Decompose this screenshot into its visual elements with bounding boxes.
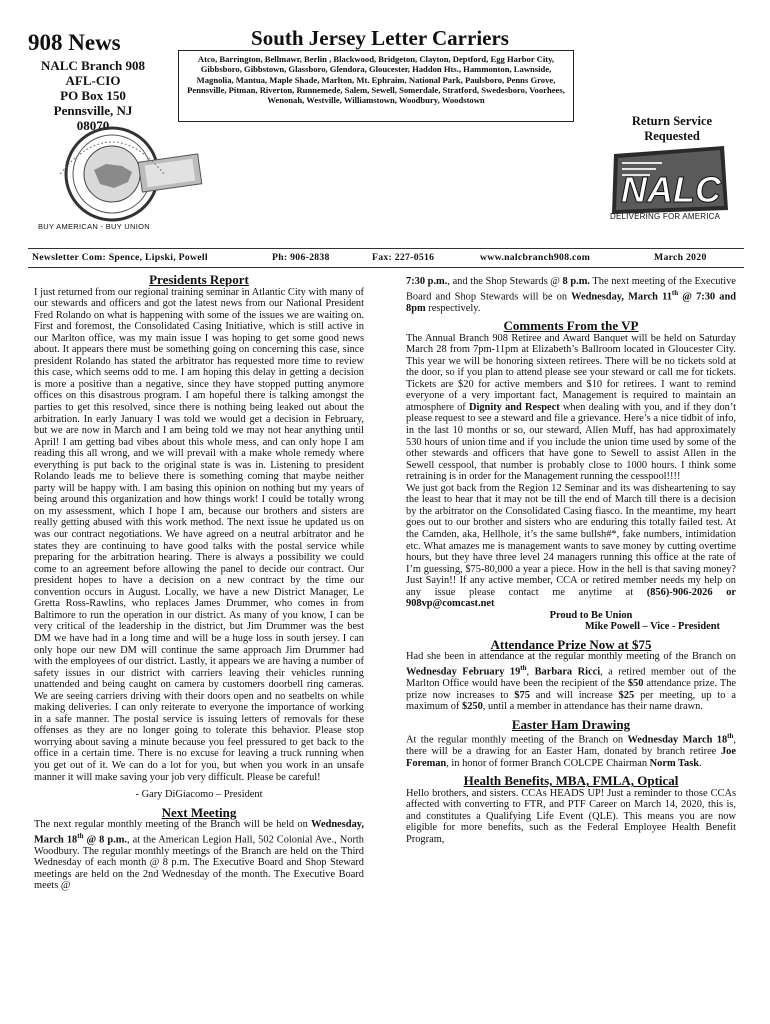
next-meeting-continued: [406, 276, 736, 314]
newsletter-committee: Newsletter Com: Spence, Lipski, Powell: [32, 252, 208, 263]
ham-donor: Joe Foreman: [406, 746, 736, 769]
prize-text-2: , a retired member out of the Marlton Office would have been the recipient of the: [406, 666, 736, 689]
next-board-date: Wednesday, March 11: [571, 291, 672, 303]
right-column: [406, 274, 736, 846]
exec-board-time: 7:30 p.m.: [406, 276, 448, 287]
meeting-time: @ 8 p.m.: [83, 834, 127, 846]
easter-ham-heading: Easter Ham Drawing: [511, 716, 631, 732]
phone-number: Ph: 906-2838: [272, 252, 330, 263]
prize-date-suffix: th: [520, 663, 527, 672]
prize-increment: $25: [618, 689, 635, 701]
prize-text: Had she been in attendance at the regular monthly meeting of the Branch on: [406, 651, 736, 663]
branch-line: NALC Branch 908: [40, 58, 145, 73]
ham-date: Wednesday March 18: [627, 734, 728, 746]
presidents-report-body: I just returned from our regional training seminar in Atlantic City with many of our stewards and officers and got the latest news from our National President Fred Rolando on what is happening with some of the issues we are waiting on. First and foremost, the Consolidated Casing Initiative, which is still active in our Marlton office, was my main issue I was hoping to get some good news about. It appears there must be something going on concerning this case, since president Rolando has stated the arbitrator has requested more time to review this case, which seems odd to me. I am hoping this delay in getting a decision is more a positive than a negative, since they have stopped putting anymore offices on this disastrous program. I am hopeful there is talking amongst the parties to get this resolved, since there is nothing being leaked out about the arbitration. In early January I was told we would get a decision in February, but we are now in March and I am being told we may not hear anything until April! I am getting bad vibes about this whole mess, and can only hope I am reading this all wrong, and we will prevail with a make whole remedy where everything is put back to the original state is was in. Listening to president Rolando leads me to believe there is something coming that maybe neither party will be happy with. I am basing this opinion on nothing but my years of being around this organization and how things work! I could be totally wrong on my assessment, which I hope I am, because our brothers and sisters are really getting abused with this work method. The next issue he updated us on was our contract negotiations. We have agreed on a neutral arbitrator and he states they are continuing to have good talks with the postal service while preparing for the arbitration hearing. There is always a possibility we could come to an agreement before allowing the panel to decide our contract. Our president hopes to have a decision on a new contract by the time our convention occurs in August. Locally, we have a new District Manager, Le Gretta Ross-Rawlins, who replaces James Drummer, who comes in from Baltimore to run the operation in our district. As many of you know, I can be very critical of the leadership in the district, but Jim Drummer was the best DM we have had in a long time and will be a huge loss in south jersey. I can only hope our new DM will continue the same approach Jim Drummer had with the employees of our district. Lastly, it appears we are having a number of safety issues in our district with carriers leaving their vehicles running unattended and being caught on camera by customers doorbell ring cameras. We are seeing carriers driving with their doors open and no seatbelts on while making deliveries. I can only reiterate to everyone the importance of working in a safe manner. The postal service is issuing letters of removals for these offenses as they are no longer going to tolerate this behavior. Please stop worrying about saving a minute because you feel pressured to get back to the office in a certain time. There is no excuse for leaving a truck running when you get out of it. We can do a lot for you, but when you work in an unsafe manner it will make saving your job very difficult. Please be careful!: [34, 286, 364, 783]
fax-number: Fax: 227-0516: [372, 252, 435, 263]
newsletter-title: 908 News: [28, 30, 121, 55]
prize-max: $250: [462, 701, 483, 713]
meeting-text-cont3: The next meeting of the Executive Board and Shop Stewards will be on: [406, 276, 736, 303]
comments-vp-heading: Comments From the VP: [503, 318, 639, 334]
stewards-time: 8 p.m.: [562, 276, 590, 287]
health-benefits-body: Hello brothers, and sisters. CCAs HEADS UP! Just a reminder to those CCAs affected with converting to FTR, and PTF Career on March 14, 2020, this is, and constitutes a Qualifying Life Event (QLE). This means you are now eligible for more benefits, such as the Federal Employee Health Benefit Program,: [406, 787, 736, 846]
return-service-line: Return Service: [631, 114, 713, 128]
meeting-text-cont2: , and the Shop Stewards @: [447, 276, 563, 287]
vp-text-cont: when dealing with you, and if they don’t please request to see a steward and file a grievance. Here’s a nice tidbit of info, in the last 10 months or so, our steward, Allen Muff, has had approximately 530 hours of union time and if you include the union time used by some of the other stewards and officers that have gone to Sewell to assist Allen in the Sewell cesspool, that number is probably close to 1000 hours. I think some retraining is in order for the Management running the cesspool!!!!: [406, 401, 737, 483]
vp-text-p2: We just got back from the Region 12 Seminar and its was disheartening to say the least to hear that it may not be till the end of March till there is a decision by the arbitrator on the Consolidated Casing fiasco. In the meantime, my heart goes out to our brother and sisters who are enduring this totally failed test. At the Camden, aka, Hellhole, it’s the same bullsh#*, fake numbers, intimidation etc. What amazes me is management wants to save money by cutting overtime hours, but they have three level 24 managers running this office at the rate of I’m guessing, $75-80,000 a year a piece. How in the hell is that saving money? Just Sayin!! If any active member, CCA or retired member needs my help on any issue please contact me anytime at: [406, 482, 736, 598]
next-board-date-suffix: th: [671, 288, 679, 297]
president-signature: - Gary DiGiacomo – President: [135, 789, 263, 801]
ham-text-2: , there will be a drawing for an Easter Ham, donated by branch retiree: [406, 734, 736, 758]
attendance-prize-heading: Attendance Prize Now at $75: [490, 636, 652, 652]
prize-meeting-date: Wednesday February 19: [406, 666, 521, 678]
prize-member-name: Barbara Ricci: [534, 666, 601, 678]
health-benefits-heading: Health Benefits, MBA, FMLA, Optical: [463, 773, 679, 789]
next-board-time: @ 7:30 and 8pm: [406, 291, 737, 314]
next-meeting-heading: Next Meeting: [161, 804, 237, 820]
left-column: [34, 274, 364, 892]
attendance-prize-body: [406, 651, 736, 712]
return-service-notice: [612, 114, 732, 144]
info-bar: [28, 248, 744, 268]
presidents-report-heading: Presidents Report: [149, 272, 249, 287]
prize-new-amount: $75: [514, 689, 530, 701]
meeting-text: The next regular monthly meeting of the Branch will be held on: [34, 819, 312, 831]
vp-contact[interactable]: (856)-906-2026 or 908vp@comcast.net: [406, 586, 737, 610]
branch-line: Pennsville, NJ: [53, 103, 133, 118]
prize-text-4: and will increase: [529, 689, 619, 701]
nalc-logo-icon: [608, 144, 738, 222]
website-link[interactable]: www.nalcbranch908.com: [480, 252, 591, 263]
meeting-text-cont: , at the American Legion Hall, 502 Colonial Ave., North Woodbury. The regular monthly meetings of the Branch are held on the Third Wednesday of each month @ 8 p.m. The Executive Board and Shop Steward meetings are held on the 2nd Wednesday of the month. The Executive Board meets @: [34, 834, 364, 892]
meeting-date-suffix: th: [77, 831, 84, 840]
meeting-text-cont4: respectively.: [425, 302, 481, 314]
ham-text-4: .: [699, 757, 702, 769]
return-service-line: Requested: [644, 129, 700, 143]
branch-line: PO Box 150: [60, 88, 126, 103]
prize-text-6: , until a member in attendance has their name drawn.: [482, 701, 703, 713]
vp-sign-line-1: Proud to Be Union: [549, 609, 633, 621]
nalc-logo-text: NALC: [621, 169, 721, 210]
ham-honoree: Norm Task: [649, 757, 700, 769]
issue-date: March 2020: [654, 252, 707, 263]
easter-ham-body: [406, 731, 736, 769]
towns-list: Atco, Barrington, Bellmawr, Berlin , Blackwood, Bridgeton, Clayton, Deptford, Egg Harbor City, Gibbsboro, Gibbstown, Glassboro, Glendora, Gloucester, Haddon Hts., Hammonton, Lawnside, Magnolia, Mantua, Maple Shade, Marlton, Mt. Ephraim, National Park, Paulsboro, Penns Grove, Pennsville, Pitman, Riverton, Runnemede, Salem, Sewell, Somerdale, Stratford, Swedesboro, Voorhees, Wenonah, Westville, Williamstown, Woodbury, Woodstown: [178, 50, 574, 122]
nalc-tagline: DELIVERING FOR AMERICA: [610, 212, 721, 221]
vp-signature: Mike Powell – Vice - President: [584, 621, 720, 633]
ham-text-3: , in honor of former Branch COLCPE Chairman: [446, 757, 650, 769]
comments-vp-p1: [406, 333, 736, 483]
prize-text-5: per meeting, up to a maximum of: [406, 689, 736, 713]
prize-text-3: attendance prize. The prize now increases to: [406, 677, 736, 701]
prize-old-amount: $50: [627, 677, 644, 689]
prize-sep: ,: [526, 666, 535, 678]
vp-text: The Annual Branch 908 Retiree and Award Banquet will be held on Saturday March 28 from 7pm-11pm at Elizabeth’s Ballroom located in Gloucester City. This year we will be honoring sixteen retirees. There will be no tickets sold at the door, so if you plan to attend please see your steward or call me for tickets. Tickets are $20 for active members and $10 for retirees. I want to remind everyone of a very important fact, Management is required to maintain an atmosphere of: [406, 332, 736, 413]
ham-text: At the regular monthly meeting of the Branch on: [406, 734, 628, 746]
branch-line: 08070: [76, 118, 110, 133]
comments-vp-p2: [406, 483, 736, 610]
next-meeting-body: [34, 819, 364, 892]
organization-title: South Jersey Letter Carriers: [251, 26, 509, 50]
branch-line: AFL-CIO: [65, 73, 121, 88]
ham-date-suffix: th: [727, 732, 734, 741]
union-seal-icon: [40, 118, 210, 226]
dignity-respect: Dignity and Respect: [468, 401, 560, 413]
seal-caption: BUY AMERICAN - BUY UNION: [38, 222, 150, 231]
meeting-date: Wednesday, March 18: [34, 819, 364, 846]
